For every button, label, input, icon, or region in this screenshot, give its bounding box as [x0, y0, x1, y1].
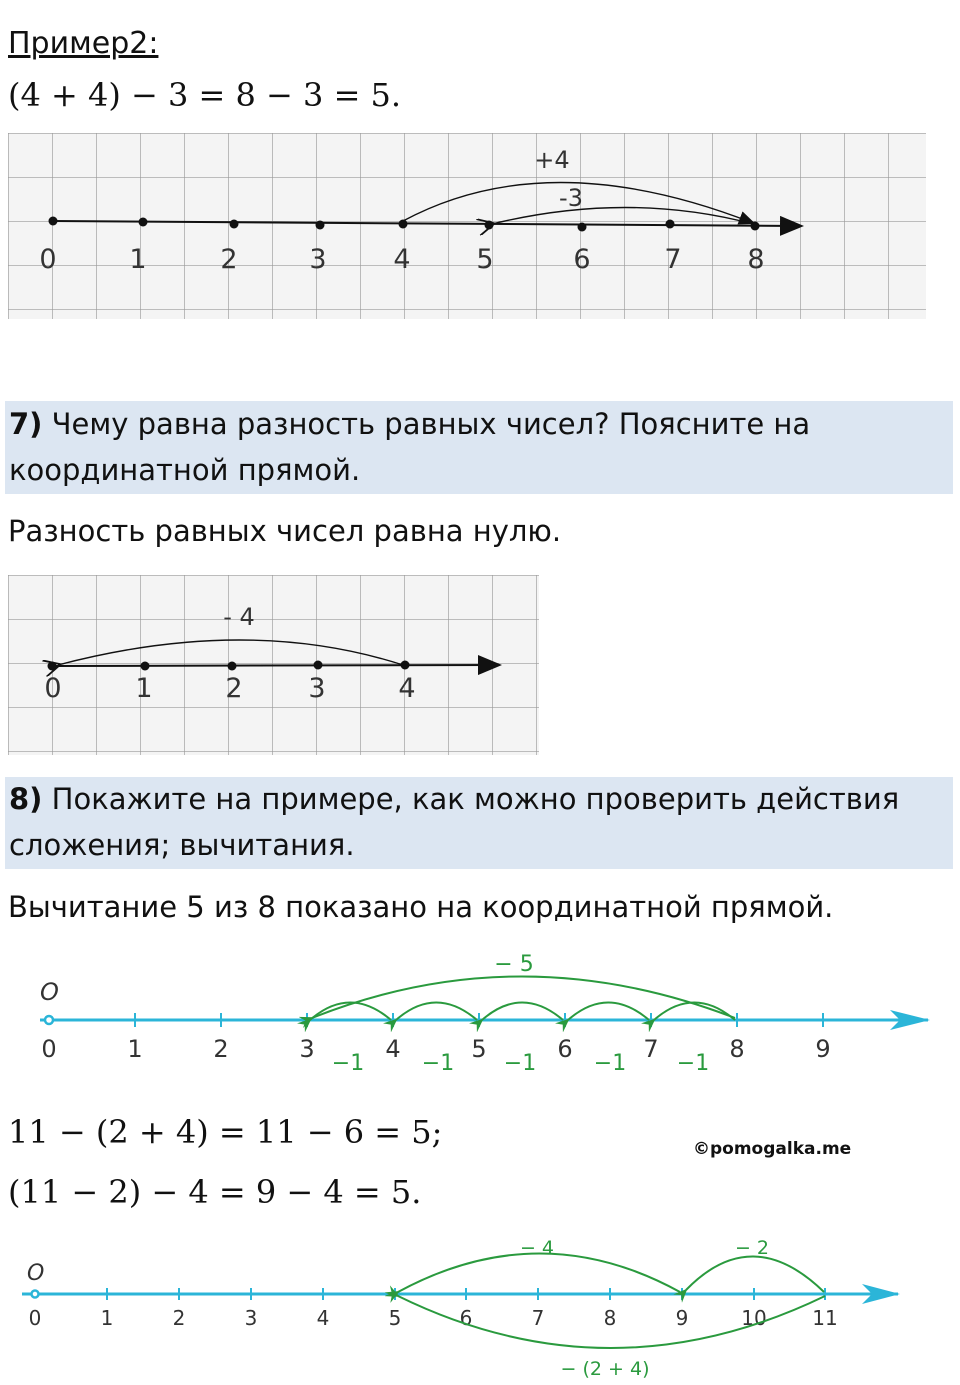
arc-bottom-label: -3: [559, 184, 583, 212]
question-text: Чему равна разность равных чисел? Поясните на: [42, 407, 811, 441]
tick-label: 2: [172, 1306, 186, 1330]
origin-point: [45, 1016, 53, 1024]
axis-line: [52, 665, 498, 666]
point-6: [578, 223, 587, 232]
tick-label: 10: [741, 1306, 767, 1330]
arc-minus1: [654, 1003, 735, 1021]
q7-number-line: [8, 575, 539, 755]
tick-label: 0: [28, 1306, 42, 1330]
tick-label: 0: [41, 1035, 57, 1063]
equation-1: 11 − (2 + 4) = 11 − 6 = 5;: [8, 1113, 443, 1151]
question-8-line1: [9, 777, 899, 821]
tick-label: 7: [643, 1035, 659, 1063]
tick-label: 3: [299, 1035, 315, 1063]
example-equation: (4 + 4) − 3 = 8 − 3 = 5.: [8, 76, 402, 114]
question-8-answer: Вычитание 5 из 8 показано на координатной прямой.: [8, 890, 834, 924]
q8-associative-number-line: [0, 1230, 960, 1385]
question-number: 7): [9, 407, 43, 441]
point-2: [228, 662, 237, 671]
question-7-box: [5, 401, 953, 494]
arc-top-label: +4: [534, 146, 570, 174]
point-0: [49, 217, 58, 226]
arc-minus1: [482, 1003, 563, 1021]
origin-label: O: [27, 1261, 45, 1286]
arc-label: - 4: [223, 603, 255, 631]
tick-label: 4: [385, 1035, 401, 1063]
question-8-box: [5, 777, 953, 869]
tick-label: 9: [675, 1306, 689, 1330]
question-number: 8): [9, 782, 43, 816]
tick-label: 3: [244, 1306, 258, 1330]
tick-label: 8: [747, 244, 765, 275]
arc-big-label: − 5: [494, 952, 534, 977]
example-heading: Пример2:: [8, 26, 159, 61]
tick-label: 2: [213, 1035, 229, 1063]
tick-label: 5: [388, 1306, 402, 1330]
tick-label: 3: [309, 244, 327, 275]
question-7-answer: Разность равных чисел равна нулю.: [8, 514, 562, 548]
tick-label: 5: [471, 1035, 487, 1063]
tick-label: 6: [557, 1035, 573, 1063]
arc-small-label: −1: [503, 1051, 537, 1076]
arc-minus2: [686, 1256, 824, 1292]
tick-label: 0: [44, 673, 62, 704]
point-2: [230, 220, 239, 229]
question-7-line2: координатной прямой.: [9, 453, 361, 487]
tick-label: 5: [476, 244, 494, 275]
point-0: [48, 662, 57, 671]
tick-label: 1: [135, 673, 153, 704]
example-number-line: [8, 133, 926, 319]
example-number-line-figure: [8, 133, 926, 319]
arc-small-label: −1: [593, 1051, 627, 1076]
question-7-line1: [9, 402, 810, 446]
origin-label: O: [40, 978, 59, 1006]
tick-label: 2: [225, 673, 243, 704]
q7-number-line-figure: [8, 575, 539, 755]
arc-minus5: [312, 977, 735, 1019]
origin-point: [32, 1291, 39, 1298]
arc-small-label: −1: [421, 1051, 455, 1076]
arc-minus2-label: − 2: [734, 1237, 770, 1259]
tick-label: 11: [812, 1306, 838, 1330]
tick-label: 8: [603, 1306, 617, 1330]
tick-label: 3: [308, 673, 326, 704]
question-8-line2: сложения; вычитания.: [9, 828, 355, 862]
arc-minus4: [398, 1254, 680, 1293]
arc-small-label: −1: [676, 1051, 710, 1076]
tick-label: 7: [664, 244, 682, 275]
arc-small-label: −1: [331, 1051, 365, 1076]
q8-subtraction-number-line: [0, 945, 960, 1085]
arc-bottom-label: − (2 + 4): [560, 1358, 650, 1380]
tick-label: 2: [220, 244, 238, 275]
tick-label: 1: [100, 1306, 114, 1330]
arc-minus1: [568, 1003, 649, 1021]
arc-minus1: [396, 1003, 477, 1021]
tick-label: 4: [393, 244, 411, 275]
equation-2: (11 − 2) − 4 = 9 − 4 = 5.: [8, 1173, 422, 1211]
tick-label: 9: [815, 1035, 831, 1063]
tick-label: 8: [729, 1035, 745, 1063]
tick-label: 7: [531, 1306, 545, 1330]
point-3: [316, 221, 325, 230]
point-1: [141, 662, 150, 671]
question-text: Покажите на примере, как можно проверить действия: [42, 782, 900, 816]
tick-label: 4: [316, 1306, 330, 1330]
point-7: [666, 220, 675, 229]
arc-minus4-label: − 4: [519, 1237, 555, 1259]
tick-label: 6: [459, 1306, 473, 1330]
tick-label: 4: [398, 673, 416, 704]
point-3: [314, 661, 323, 670]
tick-label: 1: [127, 1035, 143, 1063]
watermark: ©pomogalka.me: [693, 1139, 852, 1159]
tick-label: 1: [129, 244, 147, 275]
tick-label: 0: [39, 244, 57, 275]
point-5: [485, 221, 494, 230]
tick-label: 6: [573, 244, 591, 275]
point-1: [139, 218, 148, 227]
